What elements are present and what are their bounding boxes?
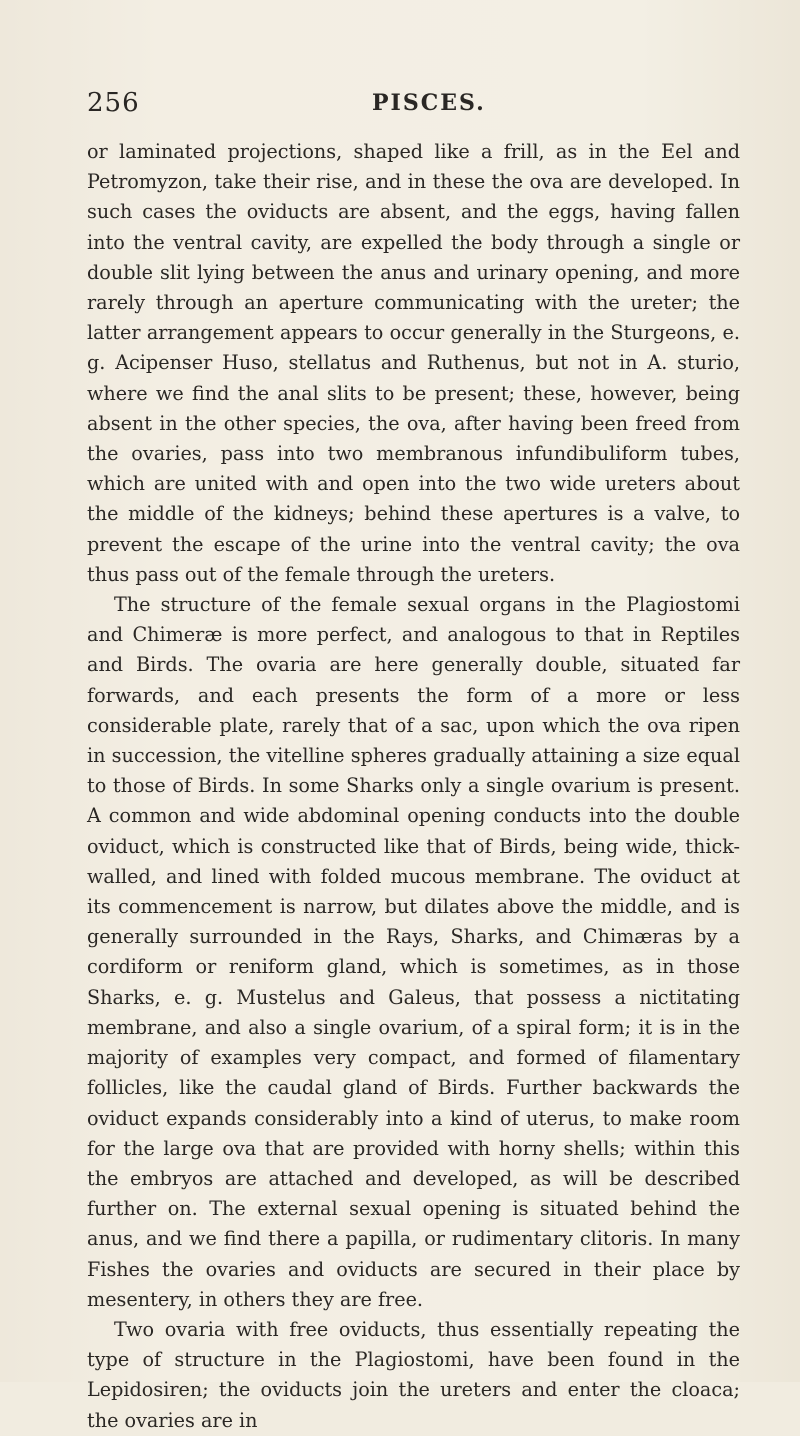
running-head: PISCES. [372,90,486,116]
body-text [87,137,740,1436]
paragraph-3: Two ovaria with free oviducts, thus essentially repeating the type of structure in the Plagiostomi, have been found in the Lepidosiren; the oviducts join the ureters and enter the cloaca; the ovaries are in [87,1317,740,1432]
page-number: 256 [87,88,140,118]
paragraph-1: or laminated projections, shaped like a frill, as in the Eel and Petromyzon, take their rise, and in these the ova are developed. In such cases the oviducts are absent, and the eggs, having fallen into the ventral cavity, are expelled the body through a single or double slit lying between the anus and urinary opening, and more rarely through an aperture communicating with the ureter; the latter arrangement appears to occur generally in the Sturgeons, e. g. Acipenser Huso, stellatus and Ruthenus, but not in A. sturio, where we find the anal slits to be present; these, however, being absent in the other species, the ova, after having been freed from the ovaries, pass into two membranous infundibuliform tubes, which are united with and open into the two wide ureters about the middle of the kidneys; behind these apertures is a valve, to prevent the escape of the urine into the ventral cavity; the ova thus pass out of the female through the ureters. [87,140,740,586]
page-header [87,88,727,128]
paragraph-2: The structure of the female sexual organs in the Plagiostomi and Chimeræ is more perfect, and analogous to that in Reptiles and Birds. The ovaria are here generally double, situated far forwards, and each presents the form of a more or less considerable plate, rarely that of a sac, upon which the ova ripen in succession, the vitelline spheres gradually attaining a size equal to those of Birds. In some Sharks only a single ovarium is present. A common and wide abdominal opening conducts into the double oviduct, which is constructed like that of Birds, being wide, thick-walled, and lined with folded mucous membrane. The oviduct at its commencement is narrow, but dilates above the middle, and is generally surrounded in the Rays, Sharks, and Chimæras by a cordiform or reniform gland, which is sometimes, as in those Sharks, e. g. Mustelus and Galeus, that possess a nictitating membrane, and also a single ovarium, of a spiral form; it is in the majority of examples very compact, and formed of filamentary follicles, like the caudal gland of Birds. Further backwards the oviduct expands considerably into a kind of uterus, to make room for the large ova that are provided with horny shells; within this the embryos are attached and developed, as will be described further on. The external sexual opening is situated behind the anus, and we find there a papilla, or rudimentary clitoris. In many Fishes the ovaries and oviducts are secured in their place by mesentery, in others they are free. [87,593,740,1311]
